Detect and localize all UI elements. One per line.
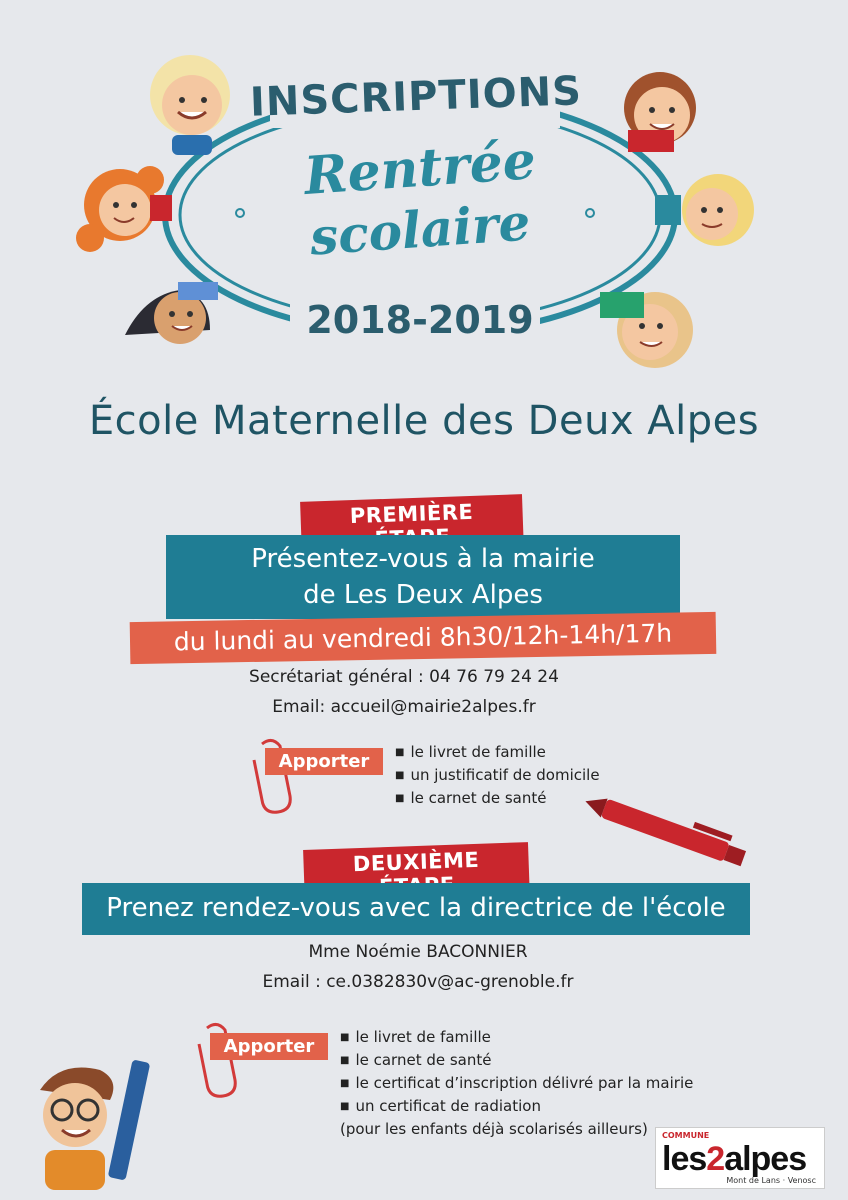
- step1-apporter-label: Apporter: [265, 748, 383, 775]
- list-item: ■ un certificat de radiation: [340, 1096, 693, 1119]
- child-bottom-right-icon: [600, 292, 693, 368]
- step2-apporter-label: Apporter: [210, 1033, 328, 1060]
- step2-email: Email : ce.0382830v@ac-grenoble.fr: [262, 972, 574, 992]
- list-item: ■ le certificat d’inscription délivré par la mairie: [340, 1073, 693, 1096]
- step1-phone: Secrétariat général : 04 76 79 24 24: [249, 667, 559, 687]
- step1-hours: du lundi au vendredi 8h30/12h-14h/17h: [130, 612, 717, 664]
- list-note: (pour les enfants déjà scolarisés ailleurs): [340, 1120, 648, 1138]
- red-crayon-icon: [580, 792, 760, 872]
- step2-contact: Mme Noémie BACONNIER: [308, 942, 528, 962]
- step1-instruction-box: [166, 535, 680, 619]
- child-bottom-left-icon: [125, 282, 218, 344]
- step2-badge: DEUXIÈME: [303, 842, 530, 906]
- list-item: ■ le livret de famille: [395, 742, 600, 765]
- rentree-title: Rentrée: [302, 129, 538, 208]
- step1-line1: Présentez-vous à la mairie: [251, 544, 595, 574]
- step1-document-list: [395, 742, 600, 811]
- step1-line2: de Les Deux Alpes: [303, 580, 543, 610]
- step1-email: Email: accueil@mairie2alpes.fr: [272, 697, 536, 717]
- logo-subtitle: Mont de Lans · Venosc: [726, 1176, 816, 1185]
- boy-with-pencil-icon: [20, 1050, 150, 1190]
- inscriptions-title: INSCRIPTIONS: [249, 68, 583, 126]
- list-item: ■ le carnet de santé: [340, 1050, 693, 1073]
- paperclip-icon: [193, 1020, 239, 1100]
- list-item: ■ le carnet de santé: [395, 788, 600, 811]
- commune-logo: [655, 1127, 825, 1189]
- logo-commune-label: COMMUNE: [662, 1131, 710, 1140]
- list-item: ■ le livret de famille: [340, 1027, 693, 1050]
- step2-instruction-box: Prenez rendez-vous avec la directrice de l'école: [82, 883, 750, 935]
- school-name-heading: École Maternelle des Deux Alpes: [88, 398, 760, 444]
- step2-document-list: [340, 1027, 693, 1142]
- step1-badge: PREMIÈRE: [300, 494, 524, 558]
- scolaire-title: scolaire: [307, 192, 533, 267]
- child-top-right-icon: [624, 72, 696, 152]
- school-year: 2018-2019: [306, 298, 534, 342]
- logo-wordmark: les2alpes: [662, 1140, 807, 1178]
- child-left-icon: [76, 166, 172, 252]
- list-item: ■ un justificatif de domicile: [395, 765, 600, 788]
